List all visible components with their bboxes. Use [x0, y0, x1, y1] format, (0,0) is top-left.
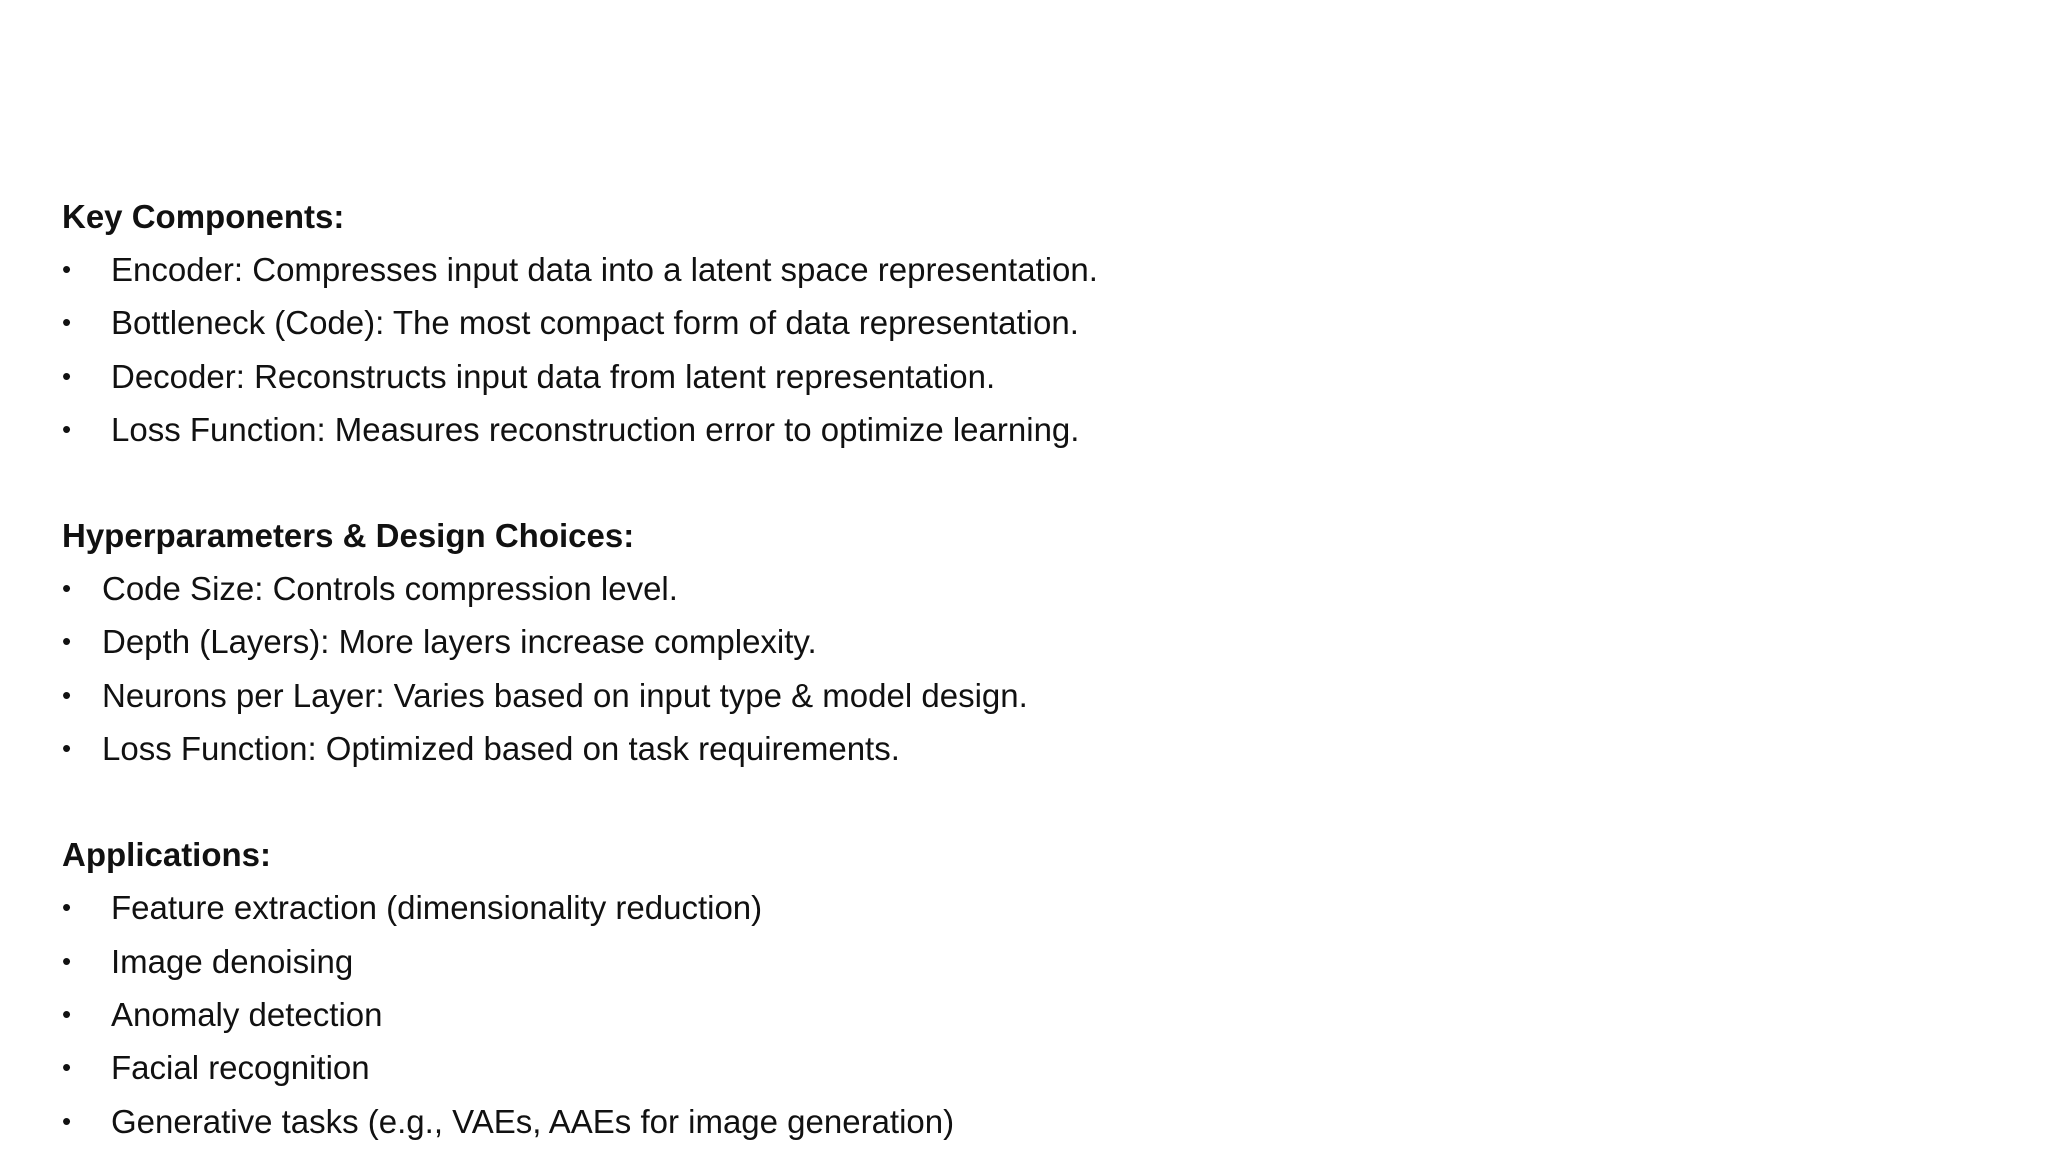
bullet-icon: •	[62, 679, 72, 710]
bullet-list	[62, 562, 1962, 775]
list-item	[62, 722, 1962, 775]
list-item	[62, 1041, 1962, 1094]
list-item-text: Encoder: Compresses input data into a latent space representation.	[111, 251, 1098, 288]
list-item-text: Image denoising	[111, 942, 354, 980]
list-item	[62, 296, 1962, 349]
bullet-icon: •	[62, 998, 72, 1029]
list-item	[62, 935, 1962, 988]
list-item-text: Loss Function: Measures reconstruction error to optimize learning.	[111, 410, 1080, 448]
list-item	[62, 403, 1962, 456]
list-item-text: Feature extraction (dimensionality reduction)	[111, 889, 763, 927]
section-hyperparameters	[62, 509, 1962, 775]
bullet-icon: •	[62, 573, 72, 604]
section-heading: Applications:	[62, 836, 272, 874]
section-applications	[62, 828, 1962, 1147]
list-item	[62, 1095, 1962, 1148]
bullet-icon: •	[62, 413, 72, 444]
list-item	[62, 350, 1962, 403]
list-item	[62, 881, 1962, 934]
list-item-text: Depth (Layers): More layers increase complexity.	[102, 623, 817, 661]
list-item-text: Facial recognition	[111, 1049, 370, 1087]
bullet-icon: •	[62, 626, 72, 657]
bullet-icon: •	[62, 1105, 72, 1136]
section-heading: Hyperparameters & Design Choices:	[62, 517, 635, 555]
list-item-text: Bottleneck (Code): The most compact form of data representation.	[111, 304, 1079, 342]
bullet-icon: •	[62, 307, 72, 338]
list-item	[62, 988, 1962, 1041]
bullet-icon: •	[62, 1052, 72, 1083]
list-item	[62, 562, 1962, 615]
section-key-components	[62, 190, 1962, 456]
list-item-text: Generative tasks (e.g., VAEs, AAEs for image generation)	[111, 1102, 955, 1140]
bullet-list	[62, 881, 1962, 1147]
list-item	[62, 669, 1962, 722]
bullet-icon: •	[62, 360, 72, 391]
bullet-icon: •	[62, 892, 72, 923]
slide-body	[62, 190, 1962, 1148]
bullet-list	[62, 243, 1962, 456]
list-item-text: Decoder: Reconstructs input data from latent representation.	[111, 357, 996, 395]
section-heading: Key Components:	[62, 198, 345, 235]
bullet-icon: •	[62, 254, 72, 284]
list-item-text: Neurons per Layer: Varies based on input type & model design.	[102, 676, 1028, 714]
list-item	[62, 615, 1962, 668]
list-item-text: Code Size: Controls compression level.	[102, 570, 678, 608]
list-item	[62, 243, 1962, 296]
bullet-icon: •	[62, 733, 72, 764]
list-item-text: Loss Function: Optimized based on task requirements.	[102, 730, 900, 768]
list-item-text: Anomaly detection	[111, 995, 383, 1033]
bullet-icon: •	[62, 945, 72, 976]
